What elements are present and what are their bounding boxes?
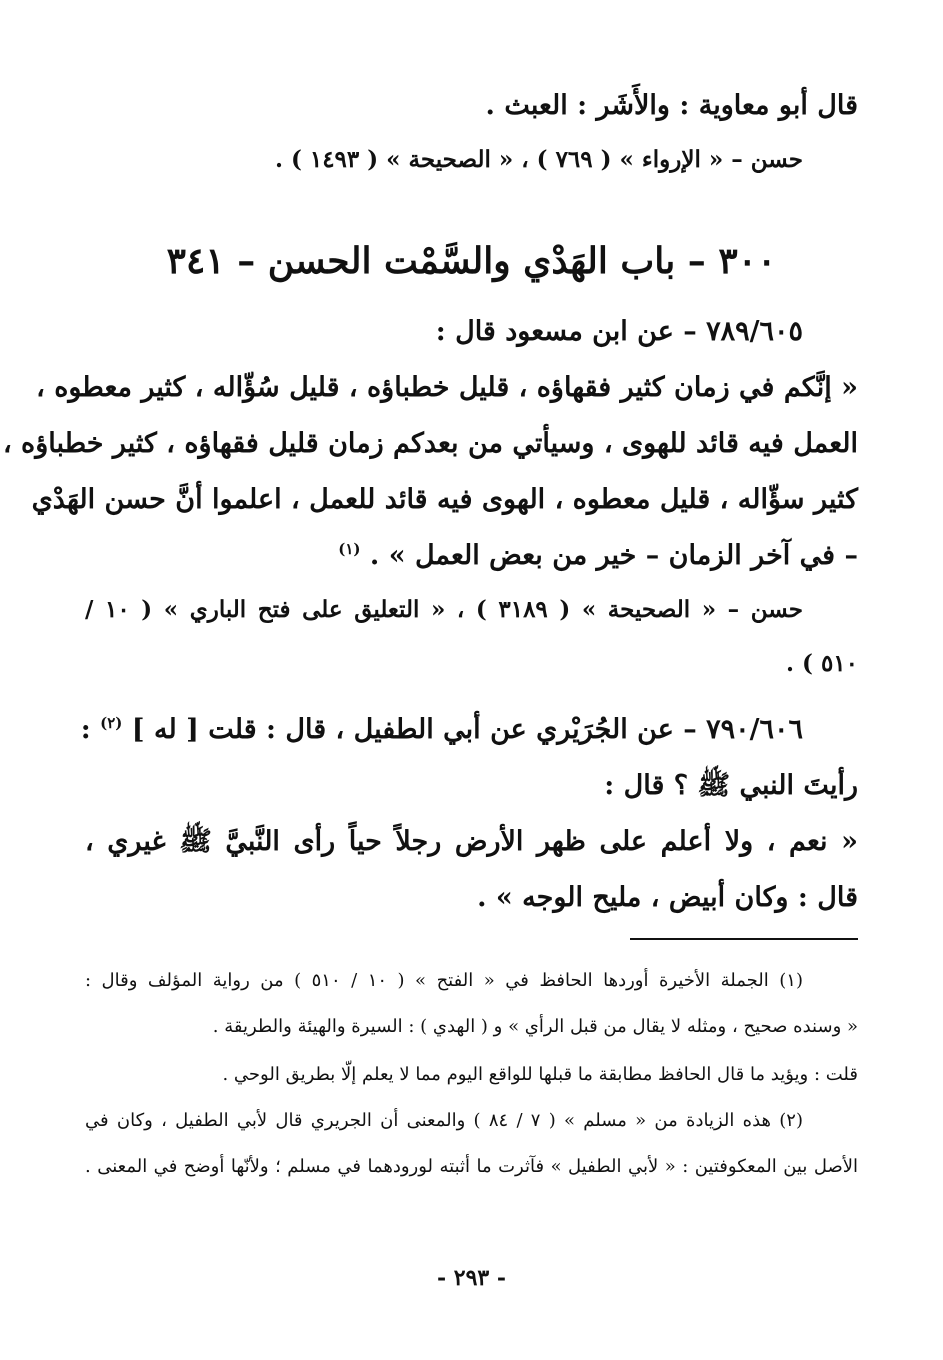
page-number: - ٢٩٣ - <box>436 1265 507 1291</box>
footnote-line: قلت : ويؤيد ما قال الحافظ مطابقة ما قبلها للواقع اليوم مما لا يعلم إلّا بطريق الوحي . <box>222 1064 858 1085</box>
grading-line: ٥١٠ ) . <box>786 650 858 677</box>
grading-line: حسن – « الإرواء » ( ٧٦٩ ) ، « الصحيحة » ( ١٤٩٣ ) . <box>274 146 803 173</box>
hadith-text-line: كثير سؤّاله ، قليل معطوه ، الهوى فيه قائد للعمل ، اعلموا أنَّ حسن الهَدْي <box>31 484 858 515</box>
hadith-number-text: ٧٩٠/٦٠٦ – عن الجُرَيْري عن أبي الطفيل ، قال : قلت [ له ] <box>131 714 803 745</box>
footnote-marker: (٢) <box>100 714 123 732</box>
footnote-divider <box>630 938 858 940</box>
footnote-line: (١) الجملة الأخيرة أوردها الحافظ في « الفتح » ( ١٠ / ٥١٠ ) من رواية المؤلف وقال : <box>85 970 803 991</box>
chapter-heading: ٣٠٠ – باب الهَدْي والسَّمْت الحسن – ٣٤١ <box>166 240 777 282</box>
hadith-text-line: قال : وكان أبيض ، مليح الوجه » . <box>477 882 858 913</box>
narration-note-line: قال أبو معاوية : والأَشَر : العبث . <box>485 90 858 121</box>
footnote-line: « وسنده صحيح ، ومثله لا يقال من قبل الرأي » و ( الهدي ) : السيرة والهيئة والطريقة . <box>212 1016 858 1037</box>
footnote-line: (٢) هذه الزيادة من « مسلم » ( ٧ / ٨٤ ) والمعنى أن الجريري قال لأبي الطفيل ، وكان في <box>85 1110 803 1131</box>
footnote-line: الأصل بين المعكوفتين : « لأبي الطفيل » فآثرت ما أثبته لورودهما في مسلم ؛ ولأنّها أوضح في المعنى . <box>85 1156 858 1177</box>
grading-line: حسن – « الصحيحة » ( ٣١٨٩ ) ، « التعليق على فتح الباري » ( ١٠ / <box>85 596 803 623</box>
hadith-text-line: « إنَّكم في زمان كثير فقهاؤه ، قليل خطباؤه ، قليل سُؤّاله ، كثير معطوه ، <box>36 372 858 403</box>
hadith-text-line <box>338 536 858 576</box>
footnote-marker: (١) <box>338 540 361 558</box>
hadith-text-line: العمل فيه قائد للهوى ، وسيأتي من بعدكم زمان قليل فقهاؤه ، كثير خطباؤه ، <box>2 428 858 459</box>
hadith-text-line: « نعم ، ولا أعلم على ظهر الأرض رجلاً حياً رأى النَّبيَّ ﷺ غيري ، <box>85 826 858 857</box>
hadith-number-line: ٧٨٩/٦٠٥ – عن ابن مسعود قال : <box>435 316 803 347</box>
hadith-text: – في آخر الزمان – خير من بعض العمل » . <box>369 540 858 571</box>
hadith-number-text-end: : <box>80 714 91 745</box>
hadith-text-line: رأيتَ النبي ﷺ ؟ قال : <box>604 770 858 801</box>
hadith-number-line <box>80 710 803 750</box>
